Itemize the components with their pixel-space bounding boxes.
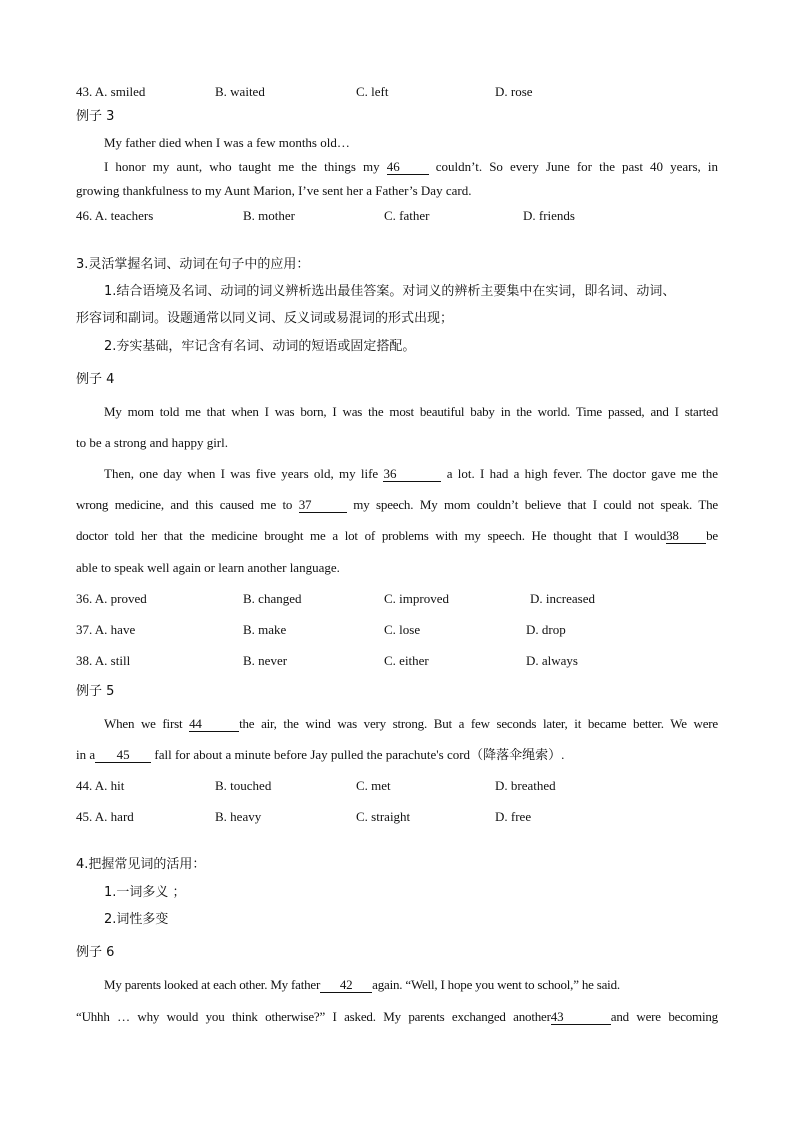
q36-option-d: D. increased bbox=[530, 591, 595, 606]
example-3-line-1: My father died when I was a few months old… bbox=[104, 135, 350, 150]
q45-option-b: B. heavy bbox=[215, 809, 262, 824]
example-4-label: 例子 4 bbox=[76, 372, 115, 387]
section-4-item-2: 2.词性多变 bbox=[104, 912, 169, 927]
q37-option-c: C. lose bbox=[384, 622, 421, 637]
q38-option-d: D. always bbox=[526, 653, 578, 668]
blank-46: 46 bbox=[387, 160, 429, 175]
blank-44: 44 bbox=[189, 717, 239, 732]
section-4-item-1: 1.一词多义 ； bbox=[104, 885, 186, 900]
q43-option-d: D. rose bbox=[495, 84, 533, 99]
example-4-line-6: able to speak well again or learn another language. bbox=[76, 560, 340, 575]
example-3-line-3: growing thankfulness to my Aunt Marion, I’ve sent her a Father’s Day card. bbox=[76, 183, 472, 198]
example-4-line-4: wrong medicine, and this caused me to 37 my speech. My mom couldn’t believe that I could not speak. The bbox=[76, 497, 718, 512]
example-4-line-3: Then, one day when I was five years old, my life 36 a lot. I had a high fever. The doctor gave me the bbox=[104, 466, 718, 481]
q43-option-c: C. left bbox=[356, 84, 389, 99]
q36-option-a: 36. A. proved bbox=[76, 591, 147, 606]
blank-37: 37 bbox=[299, 498, 347, 513]
q37-option-d: D. drop bbox=[526, 622, 566, 637]
q44-option-c: C. met bbox=[356, 778, 391, 793]
blank-38: 38 bbox=[666, 529, 706, 544]
example-3-label: 例子 3 bbox=[76, 109, 115, 124]
q45-option-a: 45. A. hard bbox=[76, 809, 134, 824]
example-4-line-1: My mom told me that when I was born, I was the most beautiful baby in the world. Time passed, and I started bbox=[104, 404, 718, 419]
blank-36: 36 bbox=[383, 467, 441, 482]
example-3-line-2: I honor my aunt, who taught me the things my 46 couldn’t. So every June for the past 40 years, in bbox=[104, 159, 718, 174]
section-3-title: 3.灵活掌握名词、动词在句子中的应用： bbox=[76, 257, 310, 272]
example-5-line-2: in a 45 fall for about a minute before Jay pulled the parachute's cord（降落伞绳索）. bbox=[76, 747, 565, 763]
q38-option-a: 38. A. still bbox=[76, 653, 131, 668]
q36-option-c: C. improved bbox=[384, 591, 449, 606]
example-6-label: 例子 6 bbox=[76, 945, 115, 960]
section-3-item-1a: 1.结合语境及名词、动词的词义辨析选出最佳答案。对词义的辨析主要集中在实词，即名词、动词、 bbox=[104, 284, 676, 299]
example-5-label: 例子 5 bbox=[76, 684, 115, 699]
q46-option-b: B. mother bbox=[243, 208, 295, 223]
q37-option-b: B. make bbox=[243, 622, 287, 637]
q43-option-b: B. waited bbox=[215, 84, 265, 99]
blank-42: 42 bbox=[320, 978, 372, 993]
example-6-line-1: My parents looked at each other. My father 42 again. “Well, I hope you went to school,” he said. bbox=[104, 977, 620, 992]
section-4-title: 4.把握常见词的活用： bbox=[76, 857, 206, 872]
q46-option-d: D. friends bbox=[523, 208, 575, 223]
example-4-line-2: to be a strong and happy girl. bbox=[76, 435, 228, 450]
blank-45: 45 bbox=[95, 748, 151, 763]
q45-option-d: D. free bbox=[495, 809, 532, 824]
example-5-line-1: When we first 44 the air, the wind was very strong. But a few seconds later, it became better. We were bbox=[104, 716, 718, 731]
blank-43: 43 bbox=[551, 1010, 611, 1025]
q46-option-c: C. father bbox=[384, 208, 430, 223]
section-3-item-1b: 形容词和副词。设题通常以同义词、反义词或易混词的形式出现； bbox=[76, 311, 454, 326]
q38-option-b: B. never bbox=[243, 653, 288, 668]
example-4-line-5: doctor told her that the medicine brought me a lot of problems with my speech. He thought that I would38 be bbox=[76, 528, 718, 543]
q43-option-a: 43. A. smiled bbox=[76, 84, 146, 99]
q45-option-c: C. straight bbox=[356, 809, 411, 824]
q37-option-a: 37. A. have bbox=[76, 622, 136, 637]
q44-option-b: B. touched bbox=[215, 778, 272, 793]
q44-option-d: D. breathed bbox=[495, 778, 556, 793]
q36-option-b: B. changed bbox=[243, 591, 302, 606]
q46-option-a: 46. A. teachers bbox=[76, 208, 154, 223]
example-6-line-2: “Uhhh … why would you think otherwise?” I asked. My parents exchanged another43 and were becoming bbox=[76, 1009, 718, 1024]
q44-option-a: 44. A. hit bbox=[76, 778, 125, 793]
section-3-item-2: 2.夯实基础，牢记含有名词、动词的短语或固定搭配。 bbox=[104, 339, 416, 354]
q38-option-c: C. either bbox=[384, 653, 429, 668]
